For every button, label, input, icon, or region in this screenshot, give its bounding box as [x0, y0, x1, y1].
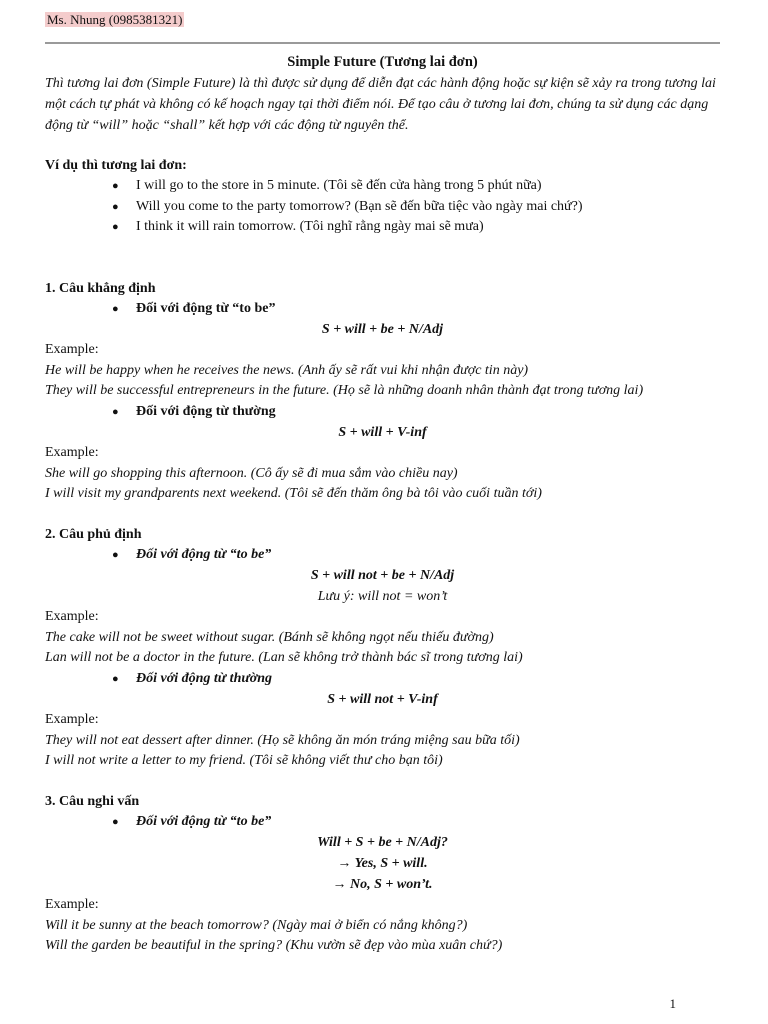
example-sentence: Will the garden be beautiful in the spring? (Khu vườn sẽ đẹp vào mùa xuân chứ?) — [45, 938, 503, 953]
section-heading-affirmative: 1. Câu khẳng định — [45, 280, 156, 296]
page-number: 1 — [669, 996, 676, 1011]
subheading-regular-verb: ● Đối với động từ thường — [112, 402, 720, 423]
example-label: Example: — [45, 897, 99, 912]
document-title: Simple Future (Tương lai đơn) — [287, 54, 478, 70]
intro-paragraph: Thì tương lai đơn (Simple Future) là thì được sử dụng để diễn đạt các hành động hoặc sự kiện sẽ xảy ra trong tương lai một cách tự phát và không có kế hoạch ngay tại thời điểm nói. Để tạo câu ở tương lai đơn, chúng ta sử dụng các dạng động từ “will” hoặc “shall” kết hợp với các động từ nguyên thể. — [45, 76, 716, 133]
examples-intro-label: Ví dụ thì tương lai đơn: — [45, 158, 187, 173]
section-heading-negative: 2. Câu phủ định — [45, 526, 142, 542]
example-sentence: He will be happy when he receives the news. (Anh ấy sẽ rất vui khi nhận được tin này) — [45, 362, 529, 378]
formula: S + will + be + N/Adj — [321, 322, 444, 337]
example-sentence: Lan will not be a doctor in the future. (Lan sẽ không trở thành bác sĩ trong tương lai) — [45, 650, 523, 665]
examples-intro-list — [112, 176, 720, 238]
formula: S + will not + V-inf — [327, 692, 438, 707]
example-sentence: Will it be sunny at the beach tomorrow? (Ngày mai ở biển có nắng không?) — [45, 917, 468, 933]
header-divider — [45, 42, 720, 44]
example-sentence: They will be successful entrepreneurs in the future. (Họ sẽ là những doanh nhân thành đạt trong tương lai) — [45, 383, 644, 398]
formula-answer-yes: → Yes, S + will. — [337, 856, 428, 871]
list-item: ● I will go to the store in 5 minute. (Tôi sẽ đến cửa hàng trong 5 phút nữa) — [112, 176, 720, 197]
subheading-regular-verb: ● Đối với động từ thường — [112, 669, 720, 690]
example-label: Example: — [45, 712, 99, 727]
subheading-to-be: ● Đối với động từ “to be” — [112, 299, 720, 320]
formula-answer-no: → No, S + won’t. — [332, 877, 433, 892]
example-label: Example: — [45, 609, 99, 624]
document-body — [45, 50, 720, 957]
example-sentence: I will visit my grandparents next weekend. (Tôi sẽ đến thăm ông bà tôi vào cuối tuần tới) — [45, 486, 542, 501]
list-item: ● I think it will rain tomorrow. (Tôi nghĩ rằng ngày mai sẽ mưa) — [112, 217, 720, 238]
example-label: Example: — [45, 342, 99, 357]
subheading-to-be: ● Đối với động từ “to be” — [112, 812, 720, 833]
section-heading-question: 3. Câu nghi vấn — [45, 793, 140, 809]
author-contact: Ms. Nhung (0985381321) — [47, 12, 183, 27]
formula: S + will + V-inf — [338, 425, 427, 440]
subheading-to-be: ● Đối với động từ “to be” — [112, 545, 720, 566]
formula: S + will not + be + N/Adj — [310, 568, 455, 583]
example-sentence: The cake will not be sweet without sugar. (Bánh sẽ không ngọt nếu thiếu đường) — [45, 629, 494, 645]
example-label: Example: — [45, 445, 99, 460]
formula: Will + S + be + N/Adj? — [317, 835, 448, 850]
example-sentence: I will not write a letter to my friend. (Tôi sẽ không viết thư cho bạn tôi) — [45, 753, 443, 768]
list-item: ● Will you come to the party tomorrow? (Bạn sẽ đến bữa tiệc vào ngày mai chứ?) — [112, 197, 720, 218]
example-sentence: They will not eat dessert after dinner. (Họ sẽ không ăn món tráng miệng sau bữa tối) — [45, 732, 520, 748]
page-header — [45, 12, 184, 28]
formula-note: Lưu ý: will not = won’t — [317, 589, 448, 604]
example-sentence: She will go shopping this afternoon. (Cô ấy sẽ đi mua sắm vào chiều nay) — [45, 465, 458, 481]
